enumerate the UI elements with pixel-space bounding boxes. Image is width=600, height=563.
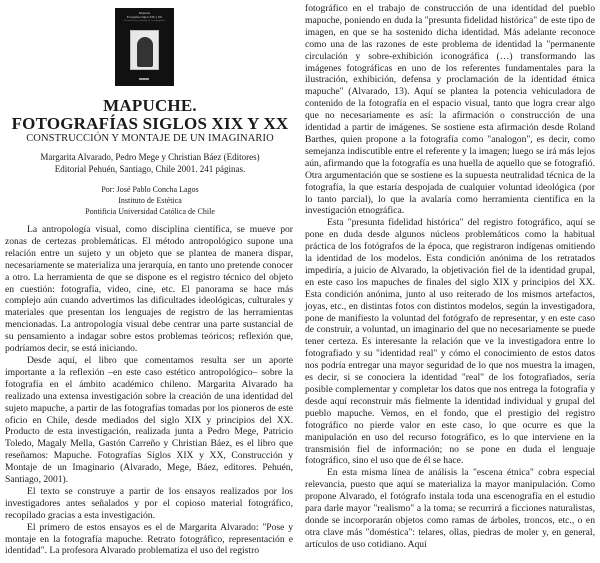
book-title [0, 97, 300, 133]
publisher: Editorial Pehuén, Santiago, Chile 2001. 241 páginas. [54, 164, 246, 174]
cover-subtitle-line: Construcción y montaje de un imaginario [123, 19, 166, 22]
author-institute: Instituto de Estética [118, 196, 182, 205]
review-author [0, 184, 300, 217]
cover-figure [137, 37, 153, 67]
author-name: Por: José Pablo Concha Lagos [101, 185, 199, 194]
cover-title-line: Fotografías Siglos XIX y XX [126, 14, 163, 19]
author-university: Pontificia Universidad Católica de Chile [85, 207, 215, 216]
editors: Margarita Alvarado, Pedro Mege y Christian Báez (Editores) [40, 152, 260, 162]
paragraph: fotográfico en el trabajo de construcción de una identidad del pueblo mapuche, poniendo en duda la "presunta fidelidad histórica" de este tipo de imagen, en que se ha sostenido dicha identidad. Más adelante reconoce como una de las razones de este problema de identidad la "permanente circulación y sobre-exhibición iconográfica (…) transformando las imágenes fotográficas en uno de los referentes fundamentales para la ilustración, exhibición, defensa y proclamación de la identidad étnica mapuche" (Alvarado, 13). Aquí se plantea la potencia vehiculadora de contenido de la fotografía en el espacio visual, tanto que logra crear algo que no necesariamente es así: la afirmación o construcción de una identidad a partir de imágenes. Se sostiene esta afirmación desde Roland Barthes, quien propone a la fotografía como "analogon", es decir, como semejanza indiscutible entre el referente y la imagen; luego se irá más lejos aún, afirmando que la fotografía es una huella de aquello que se fotografió. Otra argumentación que se sostiene es la supuesta neutralidad técnica de la fotografía, la que estaría despojada de cualquier voluntad ideológica (por lo tanto parcial), lo que la avalaría como herramienta científica en la investigación etnográfica. [305, 3, 595, 217]
book-subtitle: CONSTRUCCIÓN Y MONTAJE DE UN IMAGINARIO [26, 133, 274, 144]
publisher-logo [139, 78, 149, 80]
cover-title-line: Mapuche [138, 11, 151, 15]
paragraph: El primero de estos ensayos es el de Margarita Alvarado: "Pose y montaje en la fotografía mapuche. Retrato fotográfico, representación e identidad". La profesora Alvarado problematiza el uso del registro [5, 521, 293, 557]
paragraph: Esta "presunta fidelidad histórica" del registro fotográfico, aquí se pone en duda desde algunos núcleos problemáticos como la habitual práctica de los fotógrafos de la época, que registraron indígenas omitiendo la identidad de los modelos. Esta condición anónima de los retratados impediría, a juicio de Alvarado, la objetivación fiel de la identidad grupal, en este caso los mapuches de finales del siglo XIX y principios del XX. Esta condición anónima, junto al uso reiterado de los mismos artefactos, joyas, etc., en distintas fotos con distintos modelos, según la investigadora, pone de manifiesto la voluntad del fotógrafo de representar, y en este caso de construir, a voluntad, un imaginario del que no necesariamente se puede tener certeza. Es interesante la relación que ve la investigadora entre lo fotografiado y su "identidad real" y cómo el conocimiento de estos datos nos podría entregar una mayor seguridad de lo que nos muestra la imagen, es decir, si se conociera la identidad "real" de los fotografiados, sería posible complementar y completar los datos que nos entrega la fotografía y desde aquí reconstruir más fielmente la identidad individual y grupal del pueblo mapuche. Vemos, en el fondo, que el prestigio del registro fotográfico no pierde valor en este caso, lo que ocurre es que la manipulación en uso del recurso fotográfico, es lo que interviene en la transmisión fiel de información; no se pone en duda el lenguaje fotográfico, sino el uso que de él se hace. [305, 217, 595, 467]
right-column [305, 3, 595, 551]
book-meta [0, 151, 300, 175]
cover-photo [130, 30, 159, 70]
cover-title [119, 12, 170, 23]
paragraph: La antropología visual, como disciplina científica, se mueve por zonas de certezas problemáticas. El método antropológico supone una relación entre un sujeto y un objeto que se plantea de manera dispar, necesariamente se materializa una jerarquía, en tanto uno pretende conocer a otro. La herramienta de que se dispone es el registro técnico del objeto en cuestión: fotografía, video, cine, etc. El panorama se hace más complejo aún cuando advertimos las dificultades ideológicas, culturales y materiales que presentan los lenguajes de registro de las herramientas mencionadas. La antropología visual debe centrar una parte sustancial de su pensamiento a indagar sobre estos problemas teóricos; reflexión que, podríamos decir, se está iniciando. [5, 224, 293, 355]
book-title-line1: MAPUCHE. [103, 96, 197, 115]
book-title-line2: FOTOGRAFÍAS SIGLOS XIX Y XX [11, 114, 289, 133]
book-cover-image [115, 8, 174, 86]
left-column [5, 224, 293, 557]
paragraph: Desde aquí, el libro que comentamos resulta ser un aporte importante a la reflexión –en este caso estético antropológico– sobre la fotografía en el ámbito académico chileno. Margarita Alvarado ha realizado una extensa investigación sobre la creación de una identidad del sujeto mapuche, a partir de las fotografías tomadas por los pioneros de este oficio en Chile, desde mediados del siglo XIX y principios del XX. Producto de esta investigación, realizada junta a Pedro Mege, Patricio Toledo, Magaly Mella, Gastón Carreño y Christian Báez, es el libro que reseñamos: Mapuche. Fotografías Siglos XIX y XX, Construcción y Montaje de un Imaginario (Alvarado, Mege, Báez, editores. Pehuén, Santiago, 2001). [5, 354, 293, 486]
paragraph: El texto se construye a partir de los ensayos realizados por los investigadores antes señalados y por el copioso material fotográfico, recopilado gracias a esta investigación. [5, 485, 293, 521]
paragraph: En esta misma línea de análisis la "escena étnica" cobra especial relevancia, puesto que aquí se materializa la mayor manipulación. Como propone Alvarado, el fotógrafo instala toda una escenografía en el estudio para darle mayor "realismo" a la toma; se recurrirá a ficciones naturalistas, donde se incorporarán objetos como ramas de árboles, troncos, etc., o en otra clave más "doméstica": telares, ollas, piedras de moler y, en general, artículos de uso cotidiano. Aquí [305, 467, 595, 550]
